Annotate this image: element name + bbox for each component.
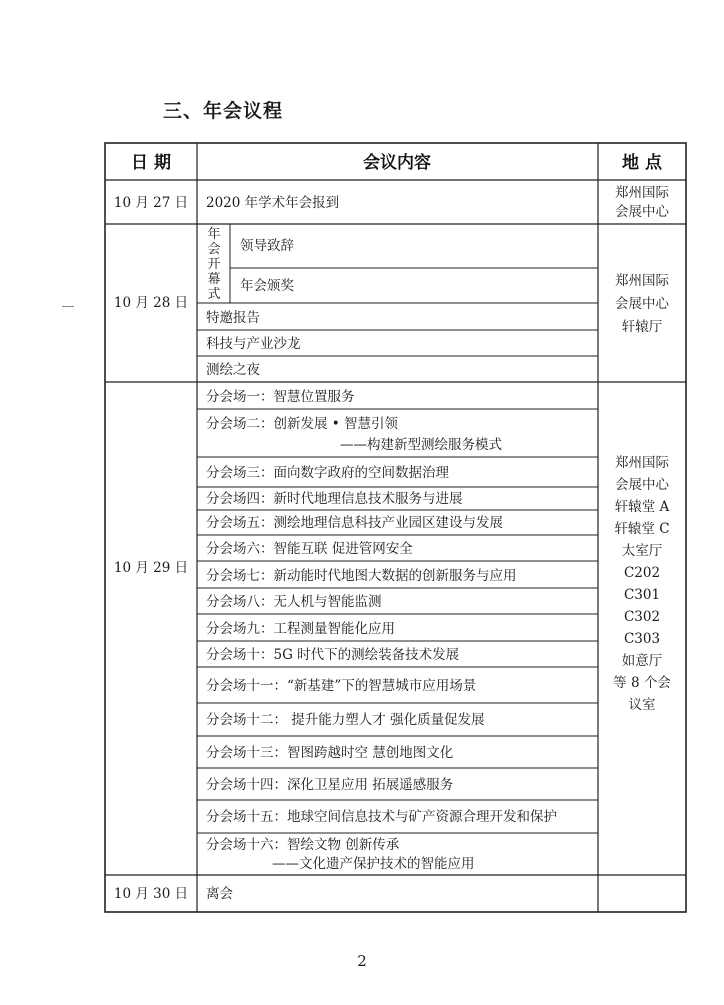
day3-venue-line: 等 8 个会 — [613, 675, 671, 691]
day2-item: 测绘之夜 — [206, 362, 260, 378]
session-item: 分会场十：5G 时代下的测绘装备技术发展 — [206, 647, 460, 663]
session-item: 分会场三：面向数字政府的空间数据治理 — [206, 465, 449, 481]
opening-label-char: 幕 — [207, 272, 221, 287]
day1-venue-line: 郑州国际 — [615, 185, 669, 201]
page-number: 2 — [357, 952, 367, 970]
opening-ceremony-label — [207, 226, 220, 302]
day2-date: 10 月 28 日 — [113, 295, 189, 311]
session-item: 分会场一：智慧位置服务 — [206, 389, 355, 405]
day3-venue-line: C303 — [623, 631, 661, 647]
day2-venue-line: 会展中心 — [615, 296, 669, 312]
opening-label-char: 年 — [207, 227, 221, 242]
opening-label-char: 会 — [207, 242, 221, 257]
day1-content: 2020 年学术年会报到 — [206, 195, 340, 211]
day3-venue-line: 如意厅 — [621, 653, 663, 669]
day3-venue-line: 郑州国际 — [615, 455, 669, 471]
session-item: 分会场四：新时代地理信息技术服务与进展 — [206, 491, 463, 507]
day2-item: 特邀报告 — [206, 310, 260, 326]
session-item: 分会场十二： 提升能力塑人才 强化质量促发展 — [206, 712, 485, 728]
session-item: 分会场十六：智绘文物 创新传承 — [206, 837, 400, 853]
session-item: 分会场六：智能互联 促进管网安全 — [206, 541, 413, 557]
opening-item: 年会颁奖 — [240, 278, 294, 294]
session-item: 分会场十四：深化卫星应用 拓展遥感服务 — [206, 777, 454, 793]
day3-venue-line: C202 — [623, 565, 661, 581]
day3-venue-line: 轩辕堂 C — [614, 521, 670, 537]
day3-venue-line: 会展中心 — [615, 477, 669, 493]
day2-item: 科技与产业沙龙 — [206, 336, 301, 352]
day3-venue-line: 太室厅 — [621, 543, 663, 559]
day1-date: 10 月 27 日 — [113, 195, 189, 211]
day3-venue-line: C301 — [623, 587, 661, 603]
session-subtitle: ——文化遗产保护技术的智能应用 — [272, 856, 475, 872]
header-venue: 地 点 — [622, 153, 662, 173]
opening-label-char: 开 — [207, 257, 221, 272]
header-date: 日 期 — [131, 153, 171, 173]
day3-date: 10 月 29 日 — [113, 560, 189, 576]
day3-venue-line: C302 — [623, 609, 661, 625]
opening-label-char: 式 — [207, 287, 221, 302]
section-title: 三、年会议程 — [163, 100, 284, 122]
session-subtitle: ——构建新型测绘服务模式 — [340, 437, 502, 453]
session-item: 分会场五：测绘地理信息科技产业园区建设与发展 — [206, 515, 503, 531]
header-content: 会议内容 — [363, 153, 431, 173]
session-item: 分会场八：无人机与智能监测 — [206, 594, 382, 610]
session-item: 分会场九：工程测量智能化应用 — [206, 621, 395, 637]
session-item: 分会场七：新动能时代地图大数据的创新服务与应用 — [206, 568, 517, 584]
day2-venue-line: 轩辕厅 — [621, 319, 663, 335]
session-item: 分会场十一：“新基建”下的智慧城市应用场景 — [206, 678, 477, 694]
day3-venue-line: 议室 — [628, 697, 656, 713]
day1-venue-line: 会展中心 — [615, 204, 669, 220]
day4-date: 10 月 30 日 — [113, 886, 189, 902]
margin-mark — [62, 306, 74, 307]
opening-item: 领导致辞 — [240, 238, 294, 254]
day3-venue-line: 轩辕堂 A — [614, 499, 670, 515]
session-item: 分会场二：创新发展 • 智慧引领 — [206, 416, 399, 432]
session-item: 分会场十五：地球空间信息技术与矿产资源合理开发和保护 — [206, 809, 557, 825]
session-item: 分会场十三：智图跨越时空 慧创地图文化 — [206, 745, 454, 761]
day4-content: 离会 — [206, 886, 233, 902]
day2-venue-line: 郑州国际 — [615, 273, 669, 289]
